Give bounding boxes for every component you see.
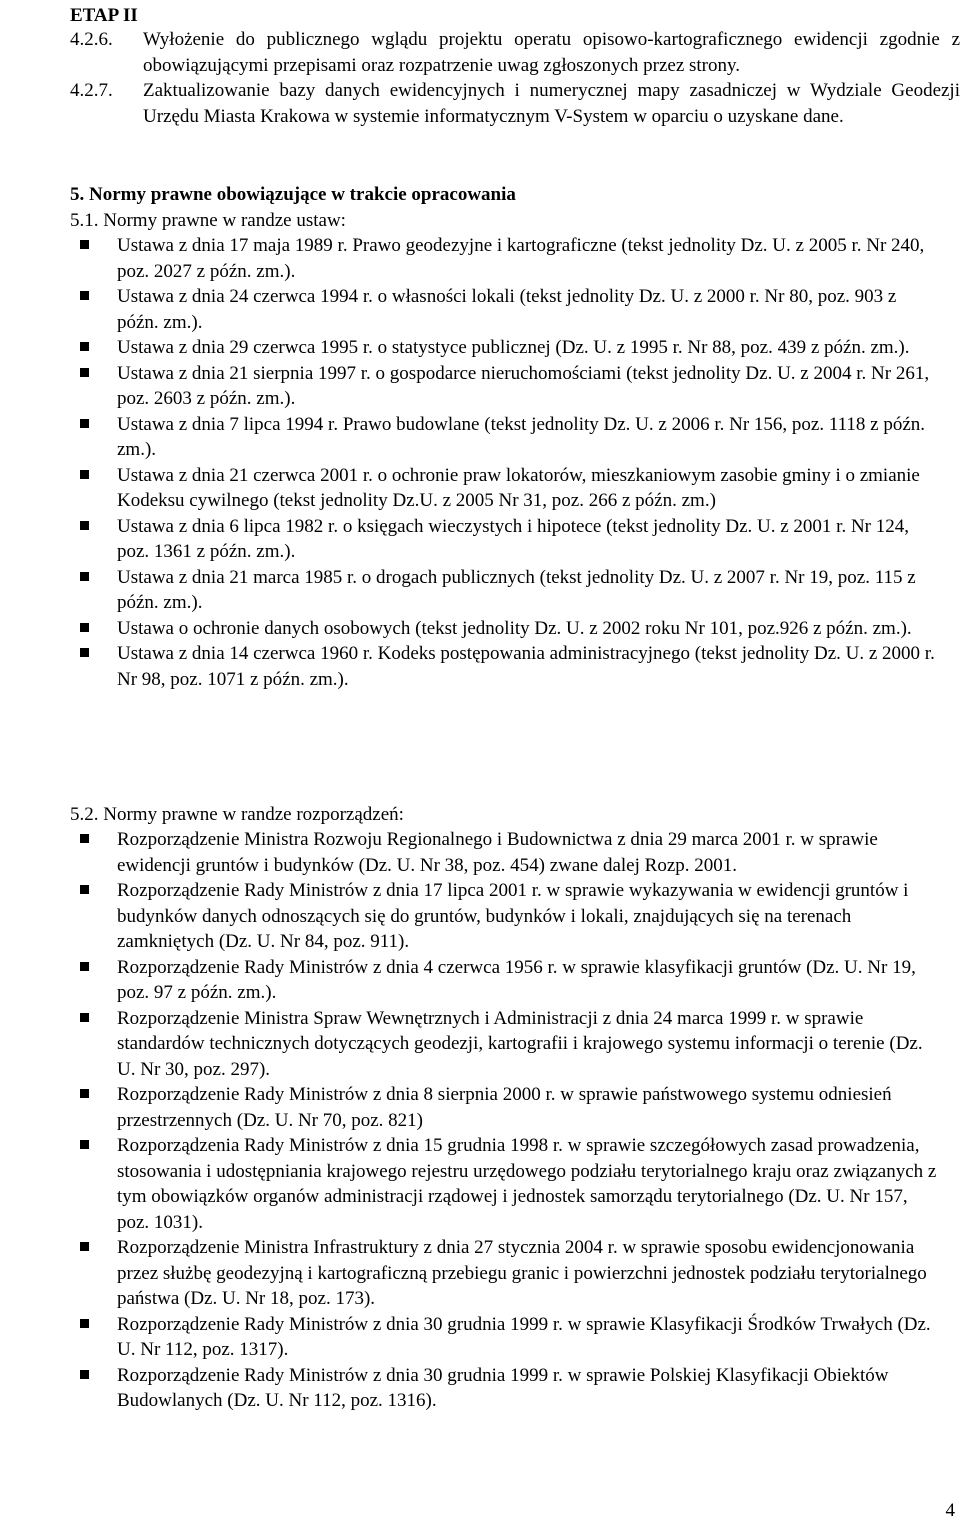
square-bullet-icon [80,240,89,249]
list-item [70,284,940,335]
list-item [70,335,940,361]
list-item [70,412,940,463]
list-item-text: Rozporządzenie Rady Ministrów z dnia 8 sierpnia 2000 r. w sprawie państwowego systemu odniesień przestrzennych (Dz. U. Nr 70, poz. 821) [117,1084,892,1131]
square-bullet-icon [80,291,89,300]
square-bullet-icon [80,342,89,351]
square-bullet-icon [80,470,89,479]
regulations-list [70,827,940,1414]
square-bullet-icon [80,834,89,843]
square-bullet-icon [80,885,89,894]
list-item [70,878,940,955]
list-item-text: Ustawa z dnia 29 czerwca 1995 r. o statystyce publicznej (Dz. U. z 1995 r. Nr 88, poz. 439 z późn. zm.). [117,337,910,358]
list-item-text: Ustawa z dnia 21 czerwca 2001 r. o ochronie praw lokatorów, mieszkaniowym zasobie gminy i o zmianie Kodeksu cywilnego (tekst jednolity Dz.U. z 2005 Nr 31, poz. 266 z późn. zm.) [117,464,920,511]
list-item [70,827,940,878]
list-item-text: Ustawa z dnia 14 czerwca 1960 r. Kodeks postępowania administracyjnego (tekst jednolity Dz. U. z 2000 r. Nr 98, poz. 1071 z późn. zm.). [117,643,935,690]
list-item [70,565,940,616]
subsection-title-rozporzadzenia: 5.2. Normy prawne w randze rozporządzeń: [70,804,404,825]
list-item-text: Rozporządzenia Rady Ministrów z dnia 15 grudnia 1998 r. w sprawie szczegółowych zasad prowadzenia, stosowania i udostępniania krajowego rejestru urzędowego podziału terytorialnego kraju oraz związanych z tym obowiązków organów administracji rządowej i jednostek samorządu terytorialnego (Dz. U. Nr 157, poz. 1031). [117,1135,937,1233]
square-bullet-icon [80,419,89,428]
list-item-text: Ustawa z dnia 17 maja 1989 r. Prawo geodezyjne i kartograficzne (tekst jednolity Dz. U. z 2005 r. Nr 240, poz. 2027 z późn. zm.). [117,235,925,282]
list-item-text: Rozporządzenie Ministra Spraw Wewnętrznych i Administracji z dnia 24 marca 1999 r. w sprawie standardów technicznych dotyczących geodezji, kartografii i krajowego systemu informacji o terenie (Dz. U. Nr 30, poz. 297). [117,1007,923,1080]
list-item [70,361,940,412]
square-bullet-icon [80,648,89,657]
list-item-text: Rozporządzenie Rady Ministrów z dnia 30 grudnia 1999 r. w sprawie Klasyfikacji Środków Trwałych (Dz. U. Nr 112, poz. 1317). [117,1313,931,1360]
list-item [70,1312,940,1363]
list-item-text: Ustawa z dnia 21 sierpnia 1997 r. o gospodarce nieruchomościami (tekst jednolity Dz. U. z 2004 r. Nr 261, poz. 2603 z późn. zm.). [117,362,930,409]
list-item [70,1133,940,1235]
list-item-text: Rozporządzenie Rady Ministrów z dnia 17 lipca 2001 r. w sprawie wykazywania w ewidencji gruntów i budynków danych odnoszących się do gruntów, budynków i lokali, znajdujących się na terenach zamkniętych (Dz. U. Nr 84, poz. 911). [117,880,909,952]
square-bullet-icon [80,1242,89,1251]
square-bullet-icon [80,1089,89,1098]
list-item [70,1363,940,1414]
list-item-text: Ustawa z dnia 6 lipca 1982 r. o księgach wieczystych i hipotece (tekst jednolity Dz. U. z 2001 r. Nr 124, poz. 1361 z późn. zm.). [117,515,909,562]
list-item-text: Ustawa z dnia 24 czerwca 1994 r. o własności lokali (tekst jednolity Dz. U. z 2000 r. Nr 80, poz. 903 z późn. zm.). [117,286,897,333]
list-item [70,641,940,692]
square-bullet-icon [80,521,89,530]
list-item [70,1082,940,1133]
square-bullet-icon [80,962,89,971]
item-number: 4.2.7. [70,80,113,101]
list-item [70,233,940,284]
square-bullet-icon [80,572,89,581]
list-item-text: Ustawa z dnia 21 marca 1985 r. o drogach publicznych (tekst jednolity Dz. U. z 2007 r. Nr 19, poz. 115 z późn. zm.). [117,566,916,613]
square-bullet-icon [80,1013,89,1022]
list-item [70,616,940,642]
section-title: 5. Normy prawne obowiązujące w trakcie opracowania [70,184,516,205]
item-number: 4.2.6. [70,29,113,50]
numbered-item-4-2-7 [70,78,960,129]
square-bullet-icon [80,623,89,632]
statutes-list [70,233,940,692]
list-item-text: Rozporządzenie Ministra Rozwoju Regionalnego i Budownictwa z dnia 29 marca 2001 r. w sprawie ewidencji gruntów i budynków (Dz. U. Nr 38, poz. 454) zwane dalej Rozp. 2001. [117,829,878,876]
list-item [70,463,940,514]
numbered-item-4-2-6 [70,27,960,78]
list-item [70,1235,940,1312]
list-item [70,955,940,1006]
list-item-text: Rozporządzenie Rady Ministrów z dnia 4 czerwca 1956 r. w sprawie klasyfikacji gruntów (Dz. U. Nr 19, poz. 97 z późn. zm.). [117,956,916,1003]
square-bullet-icon [80,1370,89,1379]
list-item-text: Rozporządzenie Rady Ministrów z dnia 30 grudnia 1999 r. w sprawie Polskiej Klasyfikacji Obiektów Budowlanych (Dz. U. Nr 112, poz. 1316). [117,1364,889,1411]
list-item-text: Ustawa z dnia 7 lipca 1994 r. Prawo budowlane (tekst jednolity Dz. U. z 2006 r. Nr 156, poz. 1118 z późn. zm.). [117,413,926,460]
item-text: Wyłożenie do publicznego wglądu projektu operatu opisowo-kartograficznego ewidencji zgodnie z obowiązującymi przepisami oraz rozpatrzenie uwag zgłoszonych przez strony. [143,29,960,76]
list-item-text: Ustawa o ochronie danych osobowych (tekst jednolity Dz. U. z 2002 roku Nr 101, poz.926 z późn. zm.). [117,617,912,639]
square-bullet-icon [80,368,89,377]
list-item-text: Rozporządzenie Ministra Infrastruktury z dnia 27 stycznia 2004 r. w sprawie sposobu ewidencjonowania przez służbę geodezyjną i kartograficzną przebiegu granic i powierzchni jednostek podziału terytorialnego państwa (Dz. U. Nr 18, poz. 173). [117,1237,927,1309]
list-item [70,514,940,565]
stage-heading: ETAP II [70,5,138,26]
page-number: 4 [945,1500,955,1521]
subsection-title-ustawy: 5.1. Normy prawne w randze ustaw: [70,210,346,231]
square-bullet-icon [80,1140,89,1149]
list-item [70,1006,940,1083]
square-bullet-icon [80,1319,89,1328]
item-text: Zaktualizowanie bazy danych ewidencyjnych i numerycznej mapy zasadniczej w Wydziale Geodezji Urzędu Miasta Krakowa w systemie informatycznym V-System w oparciu o uzyskane dane. [143,80,960,127]
